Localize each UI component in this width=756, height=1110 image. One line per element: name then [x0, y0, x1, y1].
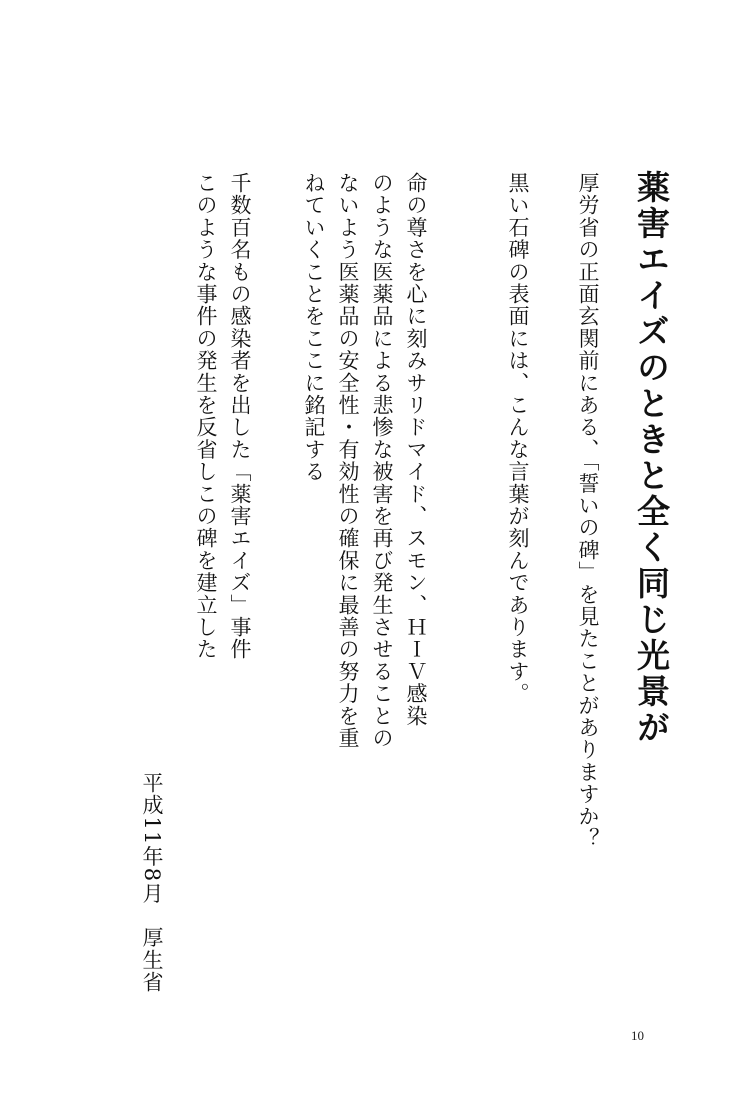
inscription-line-6: このような事件の発生を反省しこの碑を建立した — [194, 172, 218, 661]
page-number: 10 — [631, 1028, 644, 1043]
page-title: 薬害エイズのときと全く同じ光景が — [632, 170, 671, 746]
inscription-signature: 平成11年8月 厚生省 — [140, 772, 164, 994]
inscription-line-4: ねていくことをここに銘記する — [302, 172, 326, 483]
text-line-1: 厚労省の正面玄関前にある、「誓いの碑」を見たことがありますか？ — [576, 172, 600, 850]
inscription-line-5: 千数百名もの感染者を出した「薬害エイズ」事件 — [228, 172, 252, 661]
text-line-2: 黒い石碑の表面には、こんな言葉が刻んであります。 — [506, 172, 530, 705]
inscription-line-2: のような医薬品による悲惨な被害を再び発生させることの — [370, 172, 394, 750]
inscription-line-1: 命の尊さを心に刻みサリドマイド、スモン、ＨＩＶ感染 — [404, 172, 428, 727]
inscription-line-3: ないよう医薬品の安全性・有効性の確保に最善の努力を重 — [336, 172, 360, 750]
